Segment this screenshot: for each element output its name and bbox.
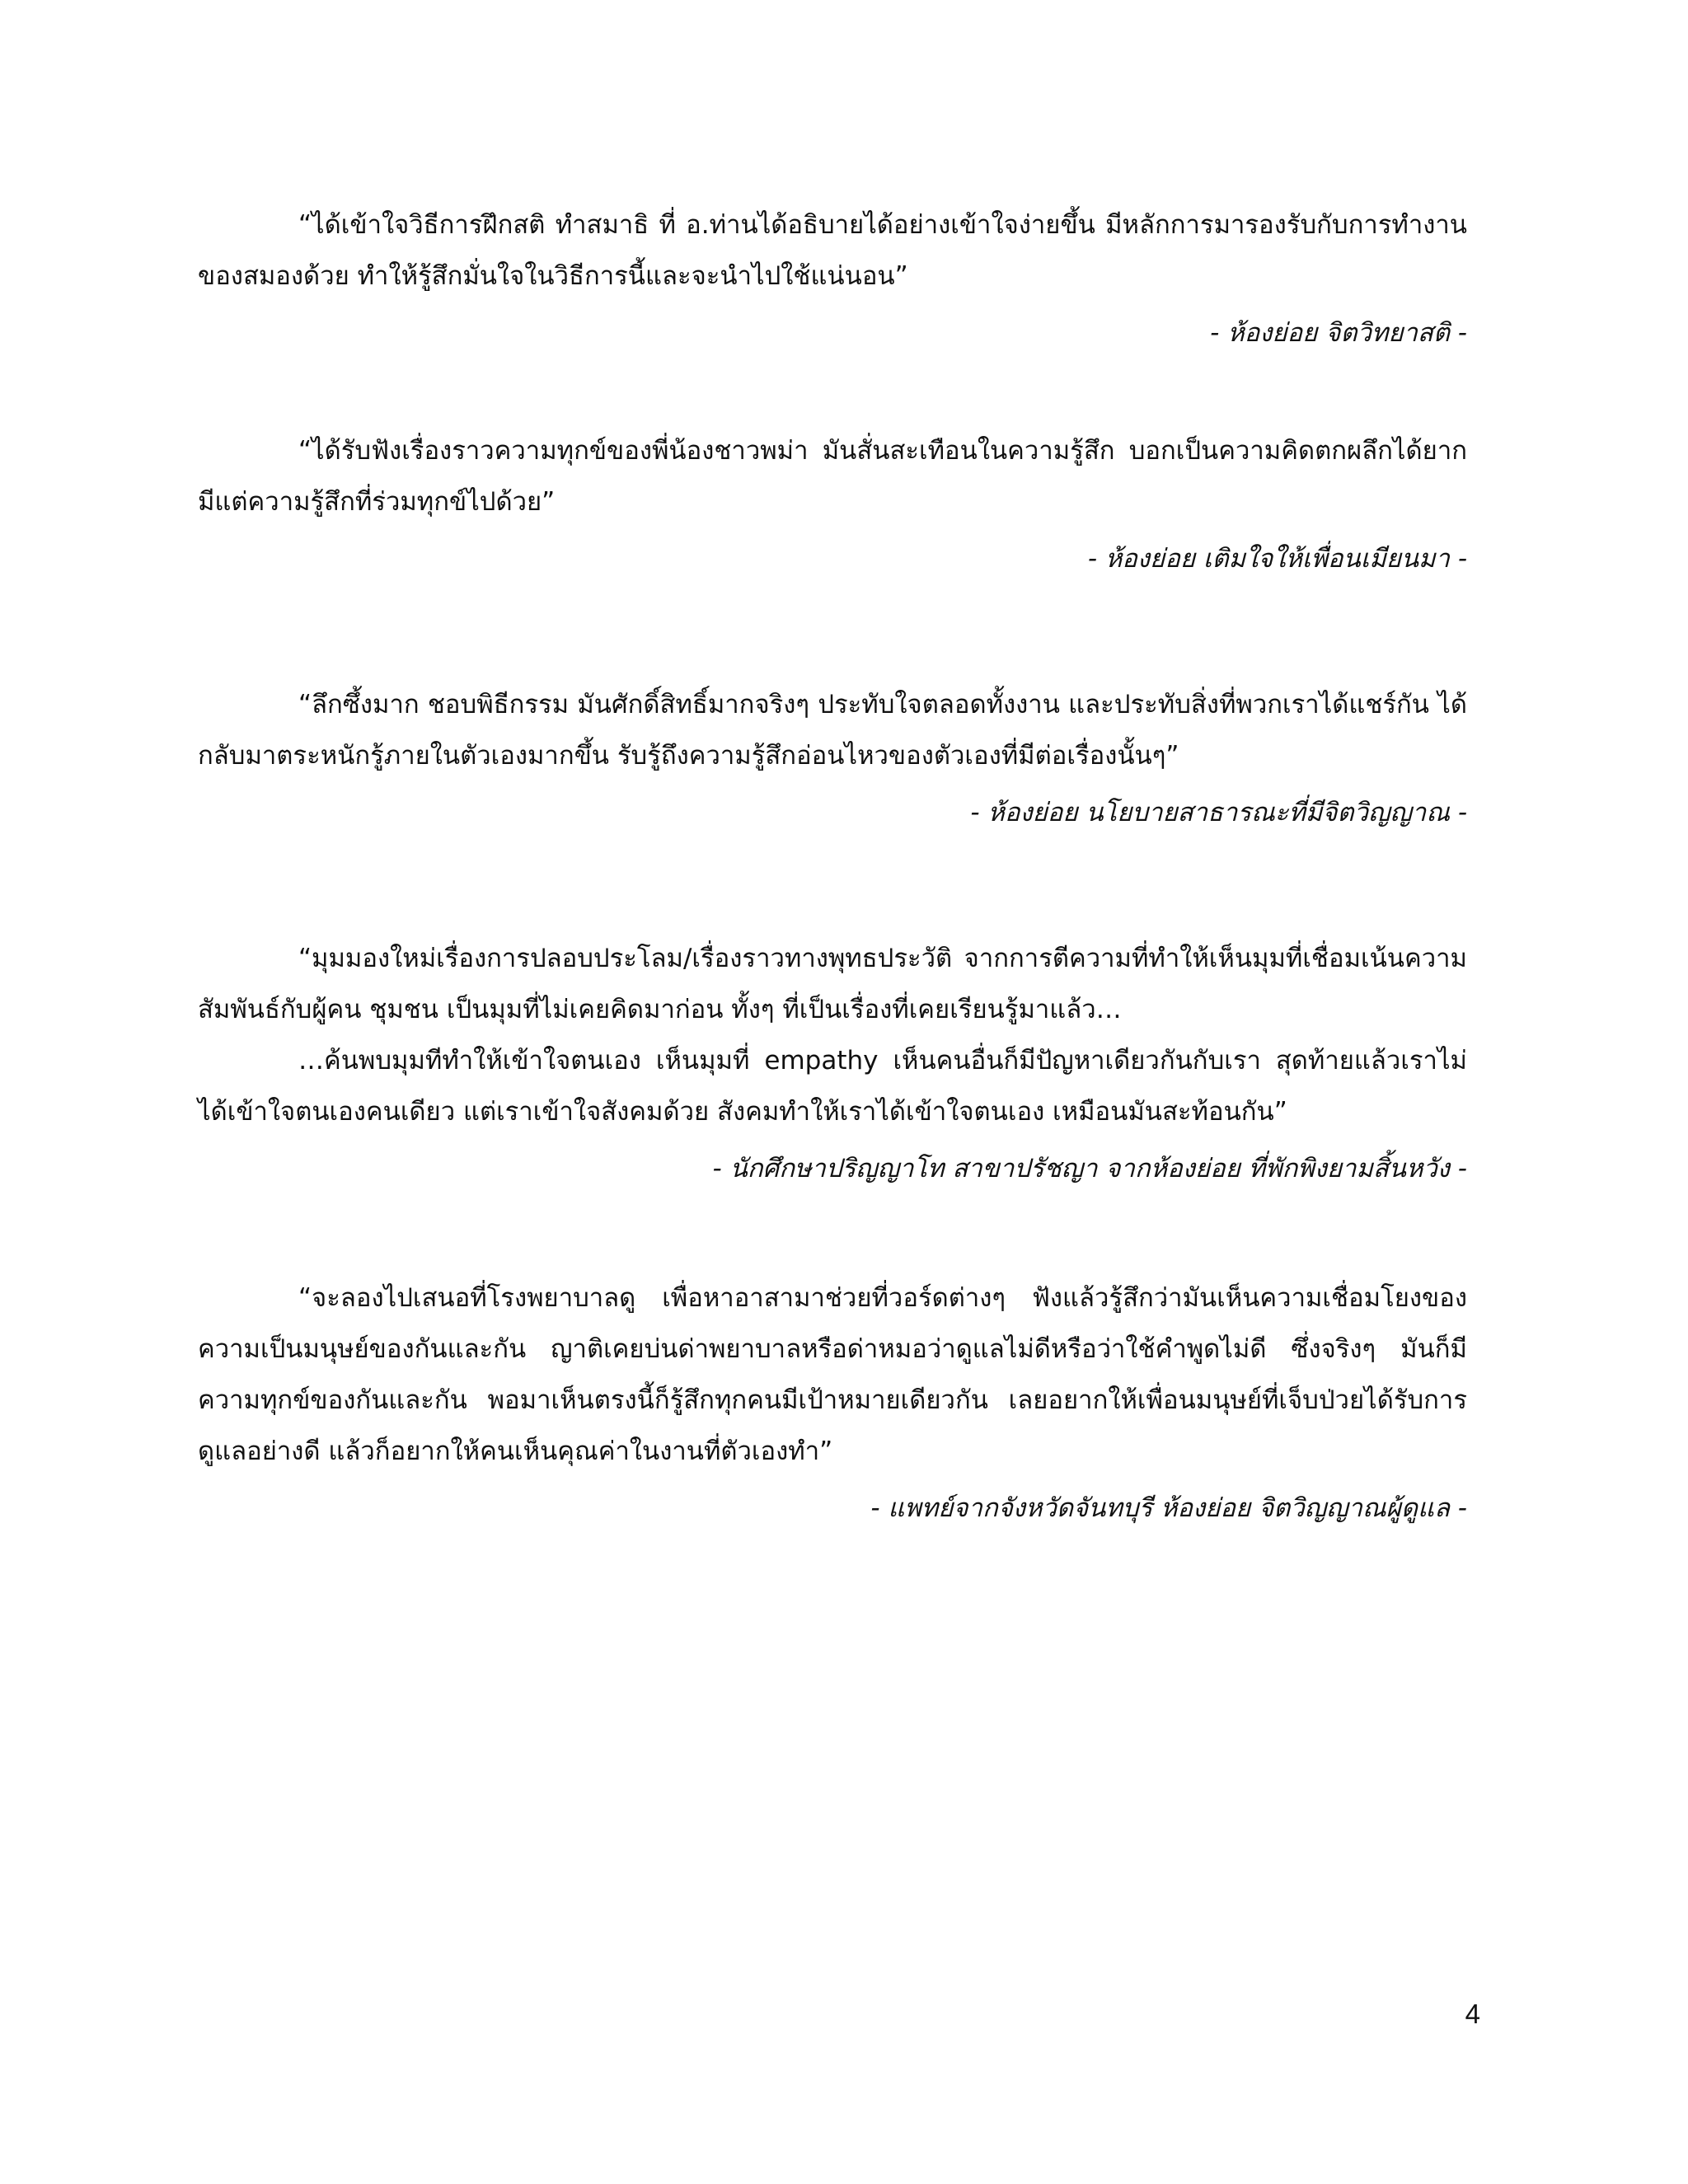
testimonial-quote: “ลึกซึ้งมาก ชอบพิธีกรรม มันศักดิ์สิทธิ์มากจริงๆ ประทับใจตลอดทั้งงาน และประทับสิ่งที่พวกเราได้แชร์กัน ได้กลับมาตระหนักรู้ภายในตัวเองมากขึ้น รับรู้ถึงความรู้สึกอ่อนไหวของตัวเองที่มีต่อเรื่องนั้นๆ” xyxy=(198,690,1467,771)
testimonial-quote: “จะลองไปเสนอที่โรงพยาบาลดู เพื่อหาอาสามาช่วยที่วอร์ดต่างๆ ฟังแล้วรู้สึกว่ามันเห็นความเชื่อมโยงของความเป็นมนุษย์ของกันและกัน ญาติเคยบ่นด่าพยาบาลหรือด่าหมอว่าดูแลไม่ดีหรือว่าใช้คำพูดไม่ดี ซึ่งจริงๆ มันก็มีความทุกข์ของกันและกัน พอมาเห็นตรงนี้ก็รู้สึกทุกคนมีเป้าหมายเดียวกัน เลยอยากให้เพื่อนมนุษย์ที่เจ็บป่วยได้รับการดูแลอย่างดี แล้วก็อยากให้คนเห็นคุณค่าในงานที่ตัวเองทำ” xyxy=(198,1283,1467,1466)
testimonials-section xyxy=(198,199,1467,1531)
testimonial-2 xyxy=(198,425,1467,582)
testimonial-attribution: - ห้องย่อย จิตวิทยาสติ - xyxy=(1210,318,1467,348)
spacer xyxy=(198,836,1467,933)
testimonial-attribution: - ห้องย่อย นโยบายสาธารณะที่มีจิตวิญญาณ - xyxy=(970,798,1467,827)
testimonial-5 xyxy=(198,1272,1467,1531)
spacer xyxy=(198,582,1467,679)
testimonial-4 xyxy=(198,933,1467,1192)
spacer xyxy=(198,1192,1467,1272)
testimonial-quote: “ได้รับฟังเรื่องราวความทุกข์ของพี่น้องชาวพม่า มันสั่นสะเทือนในความรู้สึก บอกเป็นความคิดตกผลึกได้ยาก มีแต่ความรู้สึกที่ร่วมทุกข์ไปด้วย” xyxy=(198,436,1467,517)
spacer xyxy=(198,356,1467,425)
testimonial-attribution: - นักศึกษาปริญญาโท สาขาปรัชญา จากห้องย่อย ที่พักพิงยามสิ้นหวัง - xyxy=(712,1154,1467,1183)
testimonial-1 xyxy=(198,199,1467,356)
testimonial-attribution: - ห้องย่อย เติมใจให้เพื่อนเมียนมา - xyxy=(1087,544,1467,574)
testimonial-quote: “มุมมองใหม่เรื่องการปลอบประโลม/เรื่องราวทางพุทธประวัติ จากการตีความที่ทำให้เห็นมุมที่เชื่อมเน้นความสัมพันธ์กับผู้คน ชุมชน เป็นมุมที่ไม่เคยคิดมาก่อน ทั้งๆ ที่เป็นเรื่องที่เคยเรียนรู้มาแล้ว… xyxy=(198,944,1467,1024)
testimonial-quote: “ได้เข้าใจวิธีการฝึกสติ ทำสมาธิ ที่ อ.ท่านได้อธิบายได้อย่างเข้าใจง่ายขึ้น มีหลักการมารองรับกับการทำงานของสมองด้วย ทำให้รู้สึกมั่นใจในวิธีการนี้และจะนำไปใช้แน่นอน” xyxy=(198,210,1467,291)
testimonial-3 xyxy=(198,679,1467,836)
page-number: 4 xyxy=(1465,1999,1480,2029)
testimonial-quote-continued: …ค้นพบมุมทีทำให้เข้าใจตนเอง เห็นมุมที่ empathy เห็นคนอื่นก็มีปัญหาเดียวกันกับเรา สุดท้ายแล้วเราไม่ได้เข้าใจตนเองคนเดียว แต่เราเข้าใจสังคมด้วย สังคมทำให้เราได้เข้าใจตนเอง เหมือนมันสะท้อนกัน” xyxy=(198,1046,1467,1127)
testimonial-attribution: - แพทย์จากจังหวัดจันทบุรี ห้องย่อย จิตวิญญาณผู้ดูแล - xyxy=(870,1493,1467,1523)
